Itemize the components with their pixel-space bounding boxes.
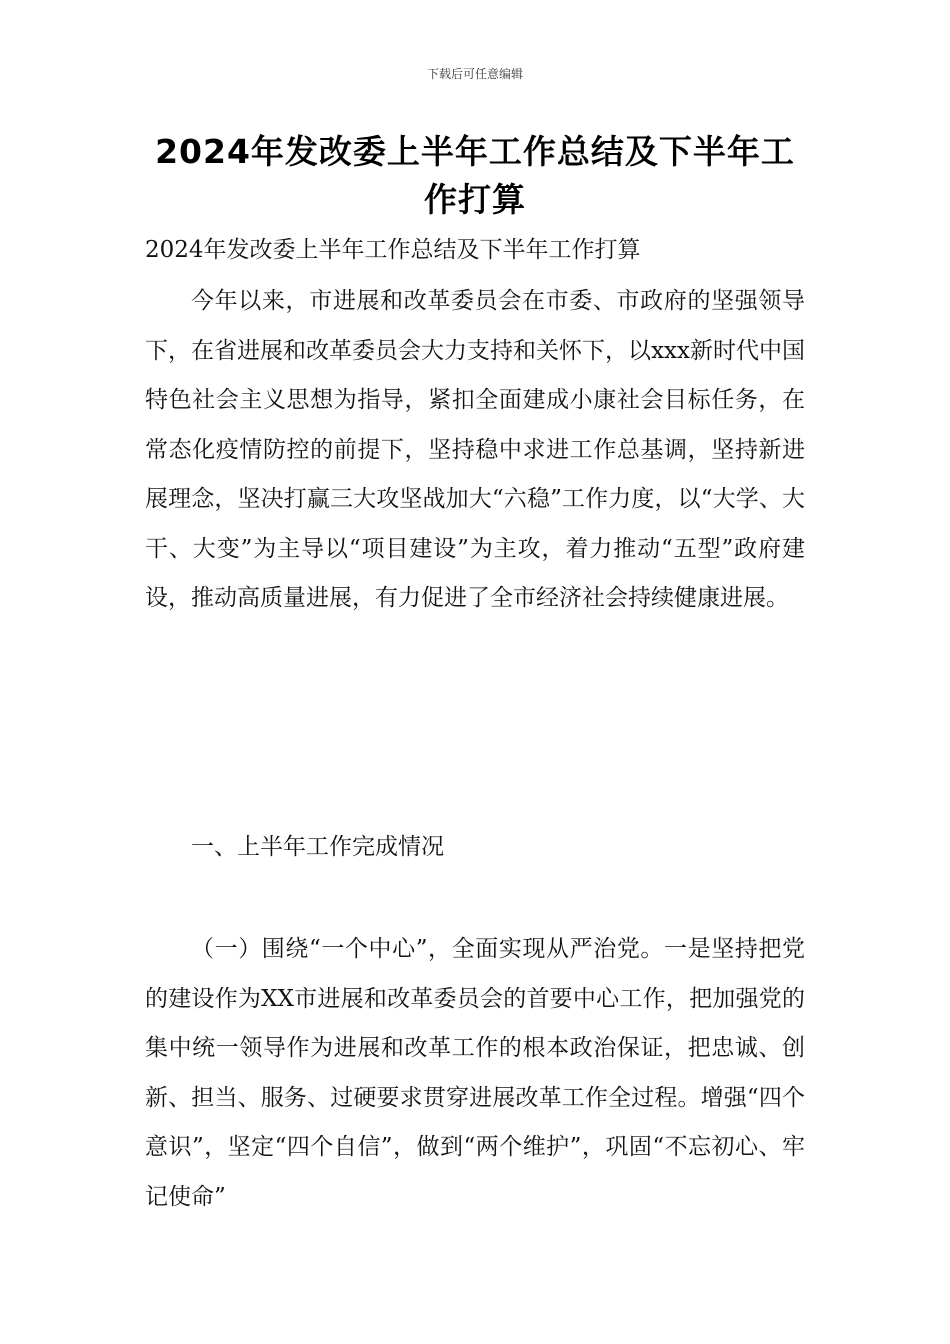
section-heading: 一、上半年工作完成情况 <box>191 834 444 860</box>
document-subtitle: 2024年发改委上半年工作总结及下半年工作打算 <box>145 237 641 263</box>
document-title: 2024年发改委上半年工作总结及下半年工作打算 <box>155 132 795 219</box>
header-note: 下载后可任意编辑 <box>426 67 523 81</box>
intro-paragraph: 今年以来，市进展和改革委员会在市委、市政府的坚强领导下，在省进展和改革委员会大力支持和关怀下，以xxx新时代中国特色社会主义思想为指导，紧扣全面建成小康社会目标任务，在常态化疫情防控的前提下，坚持稳中求进工作总基调，坚持新进展理念，坚决打赢三大攻坚战加大“六稳”工作力度，以“大学、大干、大变”为主导以“项目建设”为主攻，着力推动“五型”政府建设，推动高质量进展，有力促进了全市经济社会持续健康进展。 <box>145 288 805 611</box>
subsection-paragraph: （一）围绕“一个中心”，全面实现从严治党。一是坚持把党的建设作为XX市进展和改革委员会的首要中心工作，把加强党的集中统一领导作为进展和改革工作的根本政治保证，把忠诚、创新、担当、服务、过硬要求贯穿进展改革工作全过程。增强“四个意识”，坚定“四个自信”，做到“两个维护”，巩固“不忘初心、牢记使命” <box>145 936 805 1210</box>
